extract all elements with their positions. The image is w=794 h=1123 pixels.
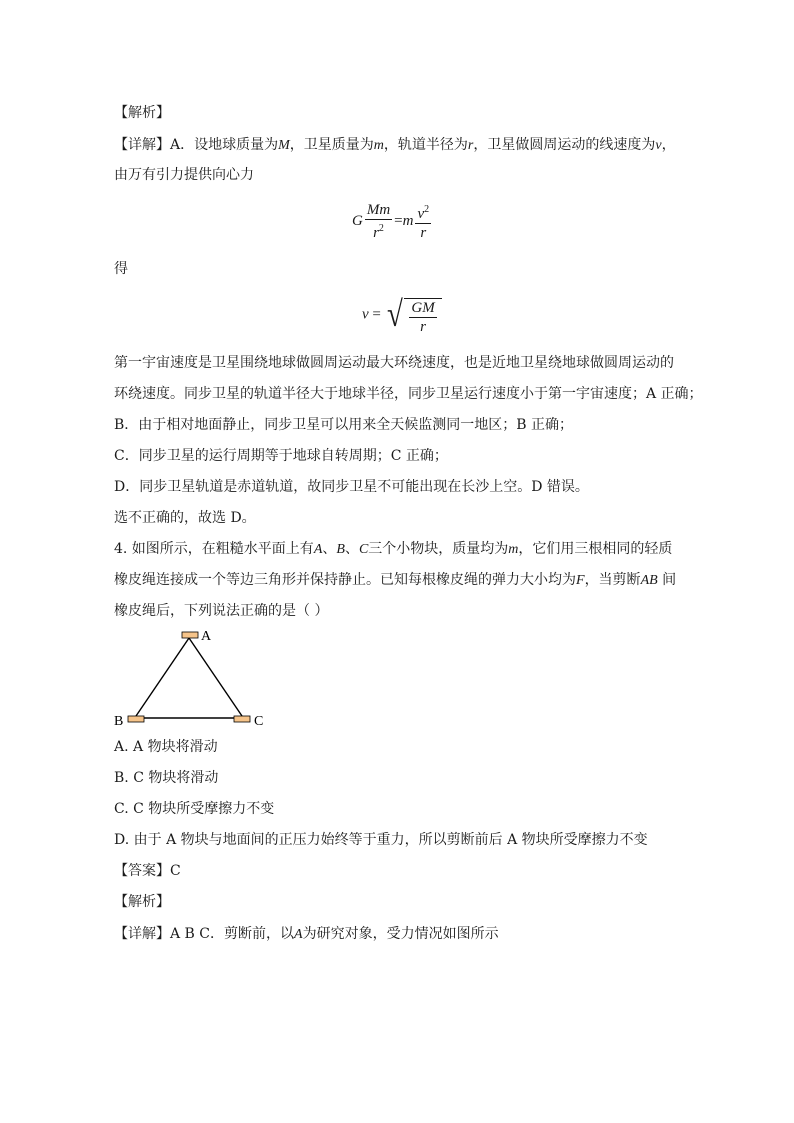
block-a bbox=[182, 632, 198, 638]
line-b: B．由于相对地面静止，同步卫星可以用来全天候监测同一地区；B 正确； bbox=[114, 417, 574, 433]
gravity-equation: G $\frac{Mm}{r^2}$ =m $\frac{v^2}{r}$ bbox=[352, 202, 430, 241]
var-r: r bbox=[467, 138, 474, 153]
line-c: C．同步卫星的运行周期等于地球自转周期；C 正确； bbox=[114, 448, 448, 464]
rope-ab bbox=[136, 638, 189, 716]
q4-stem-line3: 橡皮绳后，下列说法正确的是（ ） bbox=[114, 603, 329, 619]
detail-line-2: 由万有引力提供向心力 bbox=[114, 167, 254, 183]
answer: 【答案】C bbox=[114, 863, 181, 879]
detail-line-1: 【详解】A．设地球质量为M，卫星质量为m，轨道半径为r，卫星做圆周运动的线速度为v， bbox=[114, 137, 676, 153]
q4-stem-line2: 橡皮绳连接成一个等边三角形并保持静止。已知每根橡皮绳的弹力大小均为F，当剪断AB 间 bbox=[114, 572, 677, 588]
para1-line2: 环绕速度。同步卫星的轨道半径大于地球半径，同步卫星运行速度小于第一宇宙速度；A 正确； bbox=[114, 386, 703, 402]
q4-stem-line1: 4. 如图所示，在粗糙水平面上有A、B、C三个小物块，质量均为m，它们用三根相同的轻质 bbox=[114, 541, 673, 557]
option-c: C. C 物块所受摩擦力不变 bbox=[114, 801, 275, 817]
label-a: A bbox=[201, 629, 212, 644]
rope-ac bbox=[189, 638, 242, 716]
analysis-heading-2: 【解析】 bbox=[114, 894, 170, 910]
de-text: 得 bbox=[114, 261, 128, 277]
detail-q4: 【详解】A B C．剪断前，以A为研究对象，受力情况如图所示 bbox=[114, 926, 499, 942]
block-c bbox=[234, 716, 250, 722]
line-d: D．同步卫星轨道是赤道轨道，故同步卫星不可能出现在长沙上空。D 错误。 bbox=[114, 479, 589, 495]
var-M: M bbox=[278, 138, 290, 153]
sqrt: √ $\frac{GM}{r}$ bbox=[385, 294, 442, 336]
option-d: D. 由于 A 物块与地面间的正压力始终等于重力，所以剪断前后 A 物块所受摩擦力不变 bbox=[114, 832, 648, 848]
var-v: v bbox=[655, 138, 662, 153]
velocity-equation: v = √ $\frac{GM}{r}$ bbox=[362, 294, 442, 336]
triangle-figure bbox=[108, 626, 278, 730]
var-m: m bbox=[373, 138, 384, 153]
block-b bbox=[128, 716, 144, 722]
option-b: B. C 物块将滑动 bbox=[114, 770, 219, 786]
label-b: B bbox=[114, 714, 124, 729]
analysis-heading: 【解析】 bbox=[114, 105, 170, 121]
label-c: C bbox=[254, 714, 264, 729]
para1-line1: 第一宇宙速度是卫星围绕地球做圆周运动最大环绕速度，也是近地卫星绕地球做圆周运动的 bbox=[114, 355, 674, 371]
line-choose: 选不正确的，故选 D。 bbox=[114, 510, 256, 526]
option-a: A. A 物块将滑动 bbox=[114, 739, 218, 755]
